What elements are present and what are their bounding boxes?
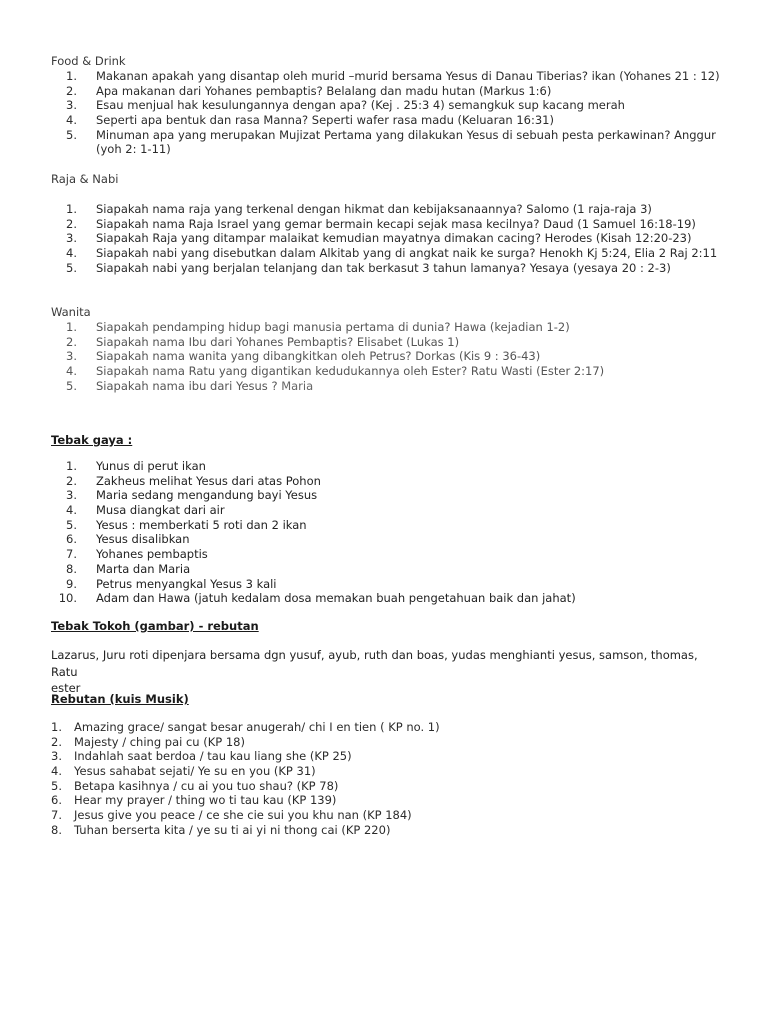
document-page: Food & Drink 1. Makanan apakah yang disantap oleh murid –murid bersama Yesus di Danau Tiberias? ikan (Yohanes 21 : 12) 2. Apa makanan dari Yohanes pembaptis? Belalang dan madu hutan (Markus 1:6) 3. Esau menjual hak kesulungannya dengan apa? (Kej . 25:3 4) semangkuk sup kacang merah 4. Seperti apa bentuk dan rasa Manna? Seperti wafer rasa madu (Keluaran 16:31) 5. Minuman apa yang merupakan Mujizat Pertama yang dilakukan Yesus di sebuah pesta perkawinan? Anggur (yoh 2: 1-11) Raja & Nabi 1. Siapakah nama raja yang terkenal dengan hikmat dan kebijaksanaannya? Salomo (1 raja-raja 3) 2. Siapakah nama Raja Israel yang gemar bermain kecapi sejak masa kecilnya? Daud (1 Samuel 16:18-19) 3. Siapakah Raja yang ditampar malaikat kemudian mayatnya dimakan cacing? Herodes (Kisah 12:20-23) 4. Siapakah nabi yang disebutkan dalam Alkitab yang di angkat naik ke surga? Henokh Kj 5:24, Elia 2 Raj 2:11 5. Siapakah nabi yang berjalan telanjang dan tak berkasut 3 tahun lamanya? Yesaya (yesaya 20 : 2-3) Wanita 1. Siapakah pendamping hidup bagi manusia pertama di dunia? Hawa (kejadian 1-2) 2. Siapakah nama Ibu dari Yohanes Pembaptis? Elisabet (Lukas 1) 3. Siapakah nama wanita yang dibangkitkan oleh Petrus? Dorkas (Kis 9 : 36-43) 4. Siapakah nama Ratu yang digantikan kedudukannya oleh Ester? Ratu Wasti (Ester 2:17) 5. Siapakah nama ibu dari Yesus ? Maria Tebak gaya : 1. Yunus di perut ikan 2. Zakheus melihat Yesus dari atas Pohon 3. Maria sedang mengandung bayi Yesus 4. Musa diangkat dari air 5. Yesus : memberkati 5 roti dan 2 ikan 6. Yesus disalibkan 7. Yohanes pembaptis 8. Marta dan Maria 9. Petrus menyangkal Yesus 3 kali 10. Adam dan Hawa (jatuh kedalam dosa memakan buah pengetahuan baik dan jahat) Tebak Tokoh (gambar) - rebutan Lazarus, Juru roti dipenjara bersama dgn yusuf, ayub, ruth dan boas, yudas menghianti yesus, samson, thomas, Ratu ester Rebutan (kuis Musik) 1. Amazing grace/ sangat besar anugerah/ chi I en tien ( KP no. 1) 2. Majesty / ching pai cu (KP 18) 3. Indahlah saat berdoa / tau kau liang she (KP 25) 4. Yesus sahabat sejati/ Ye su en you (KP 31) 5. Betapa kasihnya / cu ai you tuo shau? (KP 78) 6. Hear my prayer / thing wo ti tau kau (KP 139) 7. Jesus give you peace / ce she cie sui you khu nan (KP 184) 8. Tuhan berserta kita / ye su ti ai yi ni thong cai (KP 220) [51, 54, 720, 837]
answer-text: Maria [281, 378, 314, 393]
food-heading: Food & Drink [51, 54, 126, 68]
raja-heading: Raja & Nabi [51, 172, 119, 186]
tebak-tokoh-heading: Tebak Tokoh (gambar) - rebutan [51, 619, 259, 633]
tebak-tokoh-paragraph: Lazarus, Juru roti dipenjara bersama dgn yusuf, ayub, ruth dan boas, yudas menghianti yesus, samson, thomas, Ratu ester [51, 648, 698, 695]
rebutan-heading: Rebutan (kuis Musik) [51, 692, 189, 706]
tebak-gaya-heading: Tebak gaya : [51, 433, 133, 447]
wanita-heading: Wanita [51, 305, 91, 319]
